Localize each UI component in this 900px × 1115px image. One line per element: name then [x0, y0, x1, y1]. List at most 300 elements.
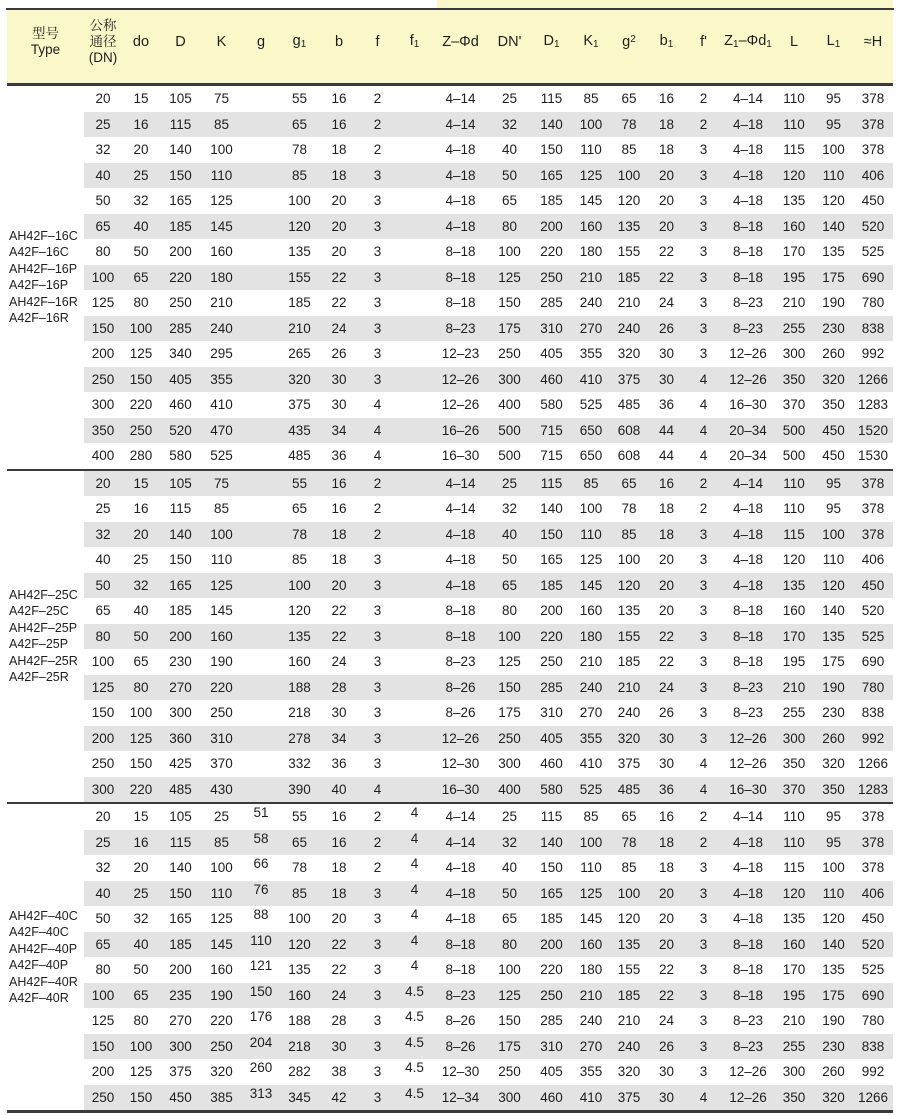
cell-do: 280: [129, 448, 153, 464]
cell-d1: 715: [540, 448, 563, 464]
cell-d1: 140: [531, 112, 572, 138]
cell-g: [242, 239, 280, 265]
cell-g1: 120: [288, 603, 311, 619]
cell-l: 120: [782, 552, 806, 568]
cell-z1d1: 4–18: [722, 830, 774, 856]
cell-g2: 210: [617, 295, 641, 311]
table-row: [7, 316, 893, 342]
cell-do: 15: [133, 809, 149, 825]
cell-b1: 18: [658, 501, 675, 517]
cell-do: 100: [122, 1034, 160, 1060]
cell-d: 270: [160, 675, 201, 701]
cell-value: 66: [253, 856, 269, 871]
cell-g2: 135: [610, 932, 648, 958]
cell-k1: 85: [583, 91, 599, 107]
cell-g: [242, 367, 280, 393]
cell-dn2: 40: [501, 142, 518, 158]
cell-f2: 3: [685, 726, 722, 752]
cell-k: 125: [210, 193, 233, 209]
cell-z1d1: 8–23: [722, 1034, 774, 1060]
cell-f2: 3: [699, 142, 708, 158]
cell-do: 40: [133, 603, 149, 619]
cell-f1: [396, 726, 433, 752]
cell-z1d1: 4–18: [732, 552, 764, 568]
cell-g: [242, 624, 280, 650]
cell-h: 520: [853, 214, 893, 240]
cell-h: 525: [853, 624, 893, 650]
table-row: [7, 341, 893, 367]
cell-do: 100: [122, 316, 160, 342]
col-header-k1: $K_1$: [572, 0, 610, 85]
cell-b1: 30: [648, 726, 685, 752]
cell-dn2: 125: [488, 265, 531, 291]
cell-k1: 210: [572, 983, 610, 1009]
cell-f1: [396, 290, 433, 316]
cell-do: 250: [122, 418, 160, 444]
cell-l1: 190: [822, 295, 845, 311]
cell-f1: [396, 341, 433, 367]
model-name: AH42F–40P: [9, 941, 78, 956]
cell-g1: 85: [291, 552, 308, 568]
cell-dn2: 25: [501, 809, 518, 825]
table-row: [7, 443, 893, 470]
cell-l1: 140: [814, 932, 853, 958]
col-header-f2: f': [685, 0, 722, 85]
cell-k1: 100: [579, 501, 603, 517]
cell-l: 135: [782, 193, 806, 209]
cell-g2: 100: [610, 163, 648, 189]
cell-z1d1: 8–23: [722, 675, 774, 701]
col-header-b1: $b_1$: [648, 0, 685, 85]
cell-b1: 30: [648, 367, 685, 393]
table-row: [7, 1034, 893, 1060]
cell-f1: [396, 751, 433, 777]
cell-z1d1: 4–14: [732, 91, 764, 107]
cell-g2: 120: [617, 193, 641, 209]
cell-do: 50: [133, 962, 149, 978]
cell-zd: 12–34: [433, 1085, 488, 1112]
cell-d: 140: [160, 522, 201, 548]
cell-b1: 24: [658, 1013, 675, 1029]
cell-f: 3: [359, 573, 396, 599]
cell-h: 450: [853, 573, 893, 599]
cell-f1: [396, 830, 433, 856]
subscript-digit: 1: [733, 39, 739, 50]
cell-h: 838: [861, 705, 885, 721]
cell-do: 16: [122, 830, 160, 856]
model-group-label: [7, 470, 84, 804]
cell-dn2: 50: [488, 881, 531, 907]
cell-k: 180: [201, 265, 242, 291]
cell-do: 40: [122, 932, 160, 958]
cell-do: 125: [122, 726, 160, 752]
cell-g: [242, 112, 280, 138]
cell-f2: 3: [685, 214, 722, 240]
model-name: A42F–16C: [9, 245, 69, 260]
cell-k1: 355: [579, 346, 603, 362]
cell-b: 18: [319, 881, 359, 907]
cell-do: 25: [122, 881, 160, 907]
cell-value: 4: [410, 856, 419, 871]
cell-b1: 26: [648, 316, 685, 342]
cell-value: 4: [410, 805, 419, 820]
cell-l: 370: [782, 397, 806, 413]
cell-g1: 485: [288, 448, 311, 464]
table-row: [7, 624, 893, 650]
header-top-rule: [6, 8, 894, 10]
cell-d: 185: [160, 214, 201, 240]
model-name: AH42F–16R: [9, 294, 78, 309]
cell-dn: 20: [95, 91, 111, 107]
cell-h: 780: [853, 675, 893, 701]
table-row: [7, 598, 893, 624]
cell-k1: 410: [572, 367, 610, 393]
cell-g: [242, 418, 280, 444]
cell-h: 1266: [857, 756, 889, 772]
cell-z1d1: 4–14: [722, 470, 774, 497]
cell-k1: 110: [572, 522, 610, 548]
cell-d1: 405: [540, 1064, 563, 1080]
cell-l1: 320: [814, 1085, 853, 1112]
cell-g1: 85: [280, 163, 319, 189]
cell-g2: 185: [610, 265, 648, 291]
cell-f2: 3: [699, 193, 708, 209]
cell-h: 992: [853, 726, 893, 752]
cell-d1: 200: [540, 603, 563, 619]
cell-k1: 180: [579, 244, 603, 260]
cell-d1: 285: [531, 675, 572, 701]
col-header-k: K: [201, 0, 242, 85]
cell-l1: 230: [822, 705, 845, 721]
cell-l1: 120: [814, 573, 853, 599]
table-row: [7, 392, 893, 418]
cell-dn: 100: [84, 265, 122, 291]
cell-b1: 20: [648, 881, 685, 907]
cell-dn2: 65: [501, 193, 518, 209]
cell-zd: 4–14: [445, 809, 476, 825]
cell-dn2: 65: [501, 911, 518, 927]
cell-dn2: 80: [488, 214, 531, 240]
cell-f: 3: [373, 962, 382, 978]
cell-l1: 450: [814, 418, 853, 444]
cell-g2: 120: [617, 911, 641, 927]
cell-g2: 78: [610, 112, 648, 138]
cell-k: 410: [210, 397, 233, 413]
cell-g2: 240: [610, 316, 648, 342]
cell-dn2: 25: [488, 470, 531, 497]
cell-d1: 150: [531, 522, 572, 548]
cell-k1: 270: [572, 1034, 610, 1060]
cell-z1d1: 20–34: [722, 418, 774, 444]
cell-b1: 24: [658, 295, 675, 311]
col-header-line: (DN): [88, 49, 118, 65]
cell-h: 450: [861, 911, 885, 927]
cell-b1: 16: [658, 91, 675, 107]
cell-f2: 3: [699, 603, 708, 619]
cell-l: 160: [782, 603, 806, 619]
cell-d: 200: [169, 962, 192, 978]
cell-h: 1266: [853, 1085, 893, 1112]
cell-do: 16: [122, 112, 160, 138]
cell-value: 313: [249, 1085, 273, 1101]
cell-b1: 22: [658, 244, 675, 260]
cell-dn2: 150: [488, 675, 531, 701]
cell-b: 18: [319, 522, 359, 548]
cell-k1: 240: [579, 1013, 603, 1029]
cell-b1: 30: [658, 1064, 675, 1080]
cell-d: 485: [160, 777, 201, 804]
cell-g: [242, 137, 280, 163]
cell-f: 3: [359, 1085, 396, 1112]
cell-f: 3: [359, 983, 396, 1009]
cell-g2: 240: [610, 1034, 648, 1060]
cell-b: 22: [319, 624, 359, 650]
table-row: [7, 777, 893, 804]
cell-zd: 4–18: [445, 911, 476, 927]
table-row: [7, 290, 893, 316]
table-row: [7, 547, 893, 573]
cell-g1: 345: [280, 1085, 319, 1112]
cell-f: 3: [359, 214, 396, 240]
cell-dn2: 100: [498, 244, 521, 260]
cell-b1: 22: [658, 962, 675, 978]
cell-d: 220: [160, 265, 201, 291]
cell-f1: [396, 624, 433, 650]
cell-h: 992: [861, 346, 885, 362]
cell-zd: 4–18: [445, 193, 476, 209]
cell-f: 3: [373, 295, 382, 311]
cell-f2: 2: [685, 830, 722, 856]
cell-dn2: 250: [488, 726, 531, 752]
col-header-line: Type: [30, 41, 61, 57]
cell-zd: 4–18: [433, 573, 488, 599]
cell-l1: 320: [814, 367, 853, 393]
cell-zd: 8–18: [433, 624, 488, 650]
cell-d1: 220: [540, 962, 563, 978]
header-row: [7, 0, 893, 85]
cell-zd: 8–23: [433, 983, 488, 1009]
model-name: AH42F–16C: [9, 228, 78, 243]
cell-k1: 525: [572, 777, 610, 804]
cell-f2: 3: [685, 675, 722, 701]
cell-b: 18: [331, 142, 347, 158]
table-row: [7, 496, 893, 522]
cell-h: 838: [853, 1034, 893, 1060]
cell-h: 406: [861, 552, 885, 568]
cell-d1: 115: [531, 470, 572, 497]
cell-k: 370: [210, 756, 233, 772]
cell-b1: 20: [648, 573, 685, 599]
model-name: A42F–16R: [9, 311, 69, 326]
cell-f: 2: [359, 112, 396, 138]
cell-z1d1: 4–18: [722, 163, 774, 189]
cell-g: [242, 830, 280, 856]
model-name: A42F–25R: [9, 670, 69, 685]
cell-g: [242, 547, 280, 573]
cell-f2: 3: [699, 654, 708, 670]
cell-b: 16: [331, 501, 347, 517]
cell-f: 3: [359, 367, 396, 393]
cell-f2: 4: [685, 1085, 722, 1112]
cell-f: 2: [373, 809, 382, 825]
cell-z1d1: 4–18: [732, 501, 764, 517]
cell-f2: 4: [699, 448, 708, 464]
cell-f2: 2: [699, 501, 708, 517]
cell-b: 18: [331, 860, 347, 876]
cell-dn2: 250: [498, 346, 521, 362]
cell-g1: 155: [280, 265, 319, 291]
cell-z1d1: 8–18: [732, 962, 764, 978]
cell-l1: 100: [814, 522, 853, 548]
cell-z1d1: 8–23: [722, 316, 774, 342]
cell-k1: 180: [572, 624, 610, 650]
cell-d: 230: [169, 654, 192, 670]
cell-k: 160: [201, 624, 242, 650]
cell-k: 85: [201, 830, 242, 856]
cell-d1: 310: [531, 316, 572, 342]
cell-f2: 3: [699, 346, 708, 362]
cell-k1: 650: [572, 418, 610, 444]
cell-h: 1283: [857, 397, 889, 413]
subscript-digit: 1: [667, 39, 674, 50]
cell-dn2: 150: [498, 295, 521, 311]
cell-b: 22: [319, 265, 359, 291]
cell-g: [242, 163, 280, 189]
table-row: [7, 214, 893, 240]
cell-k: 250: [210, 705, 233, 721]
cell-zd: 12–30: [441, 756, 480, 772]
cell-k: 320: [210, 1064, 233, 1080]
cell-l: 110: [783, 809, 805, 825]
cell-value: 260: [249, 1060, 273, 1075]
cell-dn: 32: [84, 522, 122, 548]
cell-value: 88: [253, 907, 269, 922]
model-name: AH42F–25R: [9, 653, 78, 668]
cell-f: 3: [373, 193, 382, 209]
cell-dn2: 50: [501, 552, 518, 568]
cell-l1: 190: [822, 1013, 845, 1029]
cell-d: 235: [160, 983, 201, 1009]
cell-f1: [396, 675, 433, 701]
cell-h: 378: [861, 91, 885, 107]
cell-zd: 8–18: [445, 962, 476, 978]
cell-z1d1: 16–30: [729, 397, 767, 413]
cell-value: 110: [250, 932, 272, 948]
cell-f1: [396, 316, 433, 342]
cell-zd: 4–18: [445, 860, 476, 876]
cell-value: 150: [249, 983, 273, 999]
cell-d1: 460: [540, 756, 563, 772]
cell-f2: 3: [685, 163, 722, 189]
cell-f: 3: [359, 624, 396, 650]
cell-k1: 160: [572, 214, 610, 240]
cell-d1: 580: [531, 777, 572, 804]
cell-f2: 4: [685, 367, 722, 393]
cell-g1: 100: [280, 573, 319, 599]
cell-dn2: 175: [488, 316, 531, 342]
cell-f1: [396, 700, 433, 726]
cell-k: 220: [201, 675, 242, 701]
cell-g: [242, 1085, 280, 1112]
subscript-digit: 1: [413, 39, 420, 50]
cell-b1: 18: [648, 830, 685, 856]
cell-d: 140: [169, 860, 192, 876]
cell-dn2: 65: [488, 573, 531, 599]
cell-do: 15: [122, 470, 160, 497]
cell-dn: 40: [84, 163, 122, 189]
cell-g1: 85: [280, 881, 319, 907]
cell-zd: 4–14: [433, 830, 488, 856]
cell-f: 3: [359, 163, 396, 189]
cell-f1: [396, 367, 433, 393]
cell-do: 20: [133, 142, 149, 158]
cell-zd: 4–14: [433, 470, 488, 497]
cell-g: [242, 1034, 280, 1060]
cell-b: 20: [319, 573, 359, 599]
cell-b: 28: [331, 1013, 347, 1029]
cell-b1: 22: [658, 654, 675, 670]
cell-zd: 16–26: [433, 418, 488, 444]
cell-z1d1: 8–18: [732, 244, 764, 260]
cell-dn2: 300: [498, 756, 521, 772]
cell-b: 34: [319, 726, 359, 752]
cell-g2: 78: [621, 501, 637, 517]
cell-zd: 16–30: [433, 777, 488, 804]
cell-z1d1: 12–26: [722, 726, 774, 752]
cell-l1: 350: [814, 777, 853, 804]
cell-f1: [396, 547, 433, 573]
cell-k: 85: [213, 501, 230, 517]
cell-h: 378: [853, 470, 893, 497]
cell-f: 2: [373, 501, 382, 517]
cell-z1d1: 8–23: [732, 295, 764, 311]
cell-dn: 25: [84, 830, 122, 856]
cell-f: 2: [373, 142, 382, 158]
cell-g1: 100: [288, 193, 311, 209]
cell-f2: 3: [699, 295, 708, 311]
cell-k1: 85: [572, 470, 610, 497]
cell-k1: 85: [583, 809, 599, 825]
cell-dn2: 40: [488, 522, 531, 548]
table-row: [7, 137, 893, 163]
cell-value: 4.5: [405, 983, 424, 999]
cell-value: 4.5: [405, 1060, 424, 1075]
cell-k: 85: [201, 112, 242, 138]
cell-dn2: 25: [501, 91, 518, 107]
table-row: [7, 983, 893, 1009]
cell-g1: 120: [280, 214, 319, 240]
cell-d: 520: [160, 418, 201, 444]
col-header-dn2: DN': [488, 0, 531, 85]
cell-d1: 460: [531, 367, 572, 393]
table-row: [7, 957, 893, 983]
cell-dn2: 300: [488, 1085, 531, 1112]
cell-k1: 210: [572, 265, 610, 291]
cell-d1: 310: [540, 705, 563, 721]
cell-l1: 230: [814, 316, 853, 342]
cell-f2: 3: [699, 962, 708, 978]
cell-do: 65: [122, 265, 160, 291]
cell-zd: 8–26: [445, 705, 476, 721]
cell-d1: 285: [540, 295, 563, 311]
cell-k1: 240: [572, 675, 610, 701]
cell-dn: 150: [84, 316, 122, 342]
cell-g2: 65: [621, 809, 637, 825]
cell-l1: 350: [822, 397, 845, 413]
table-row: [7, 522, 893, 548]
cell-b: 38: [331, 1064, 347, 1080]
cell-d: 115: [169, 501, 192, 517]
